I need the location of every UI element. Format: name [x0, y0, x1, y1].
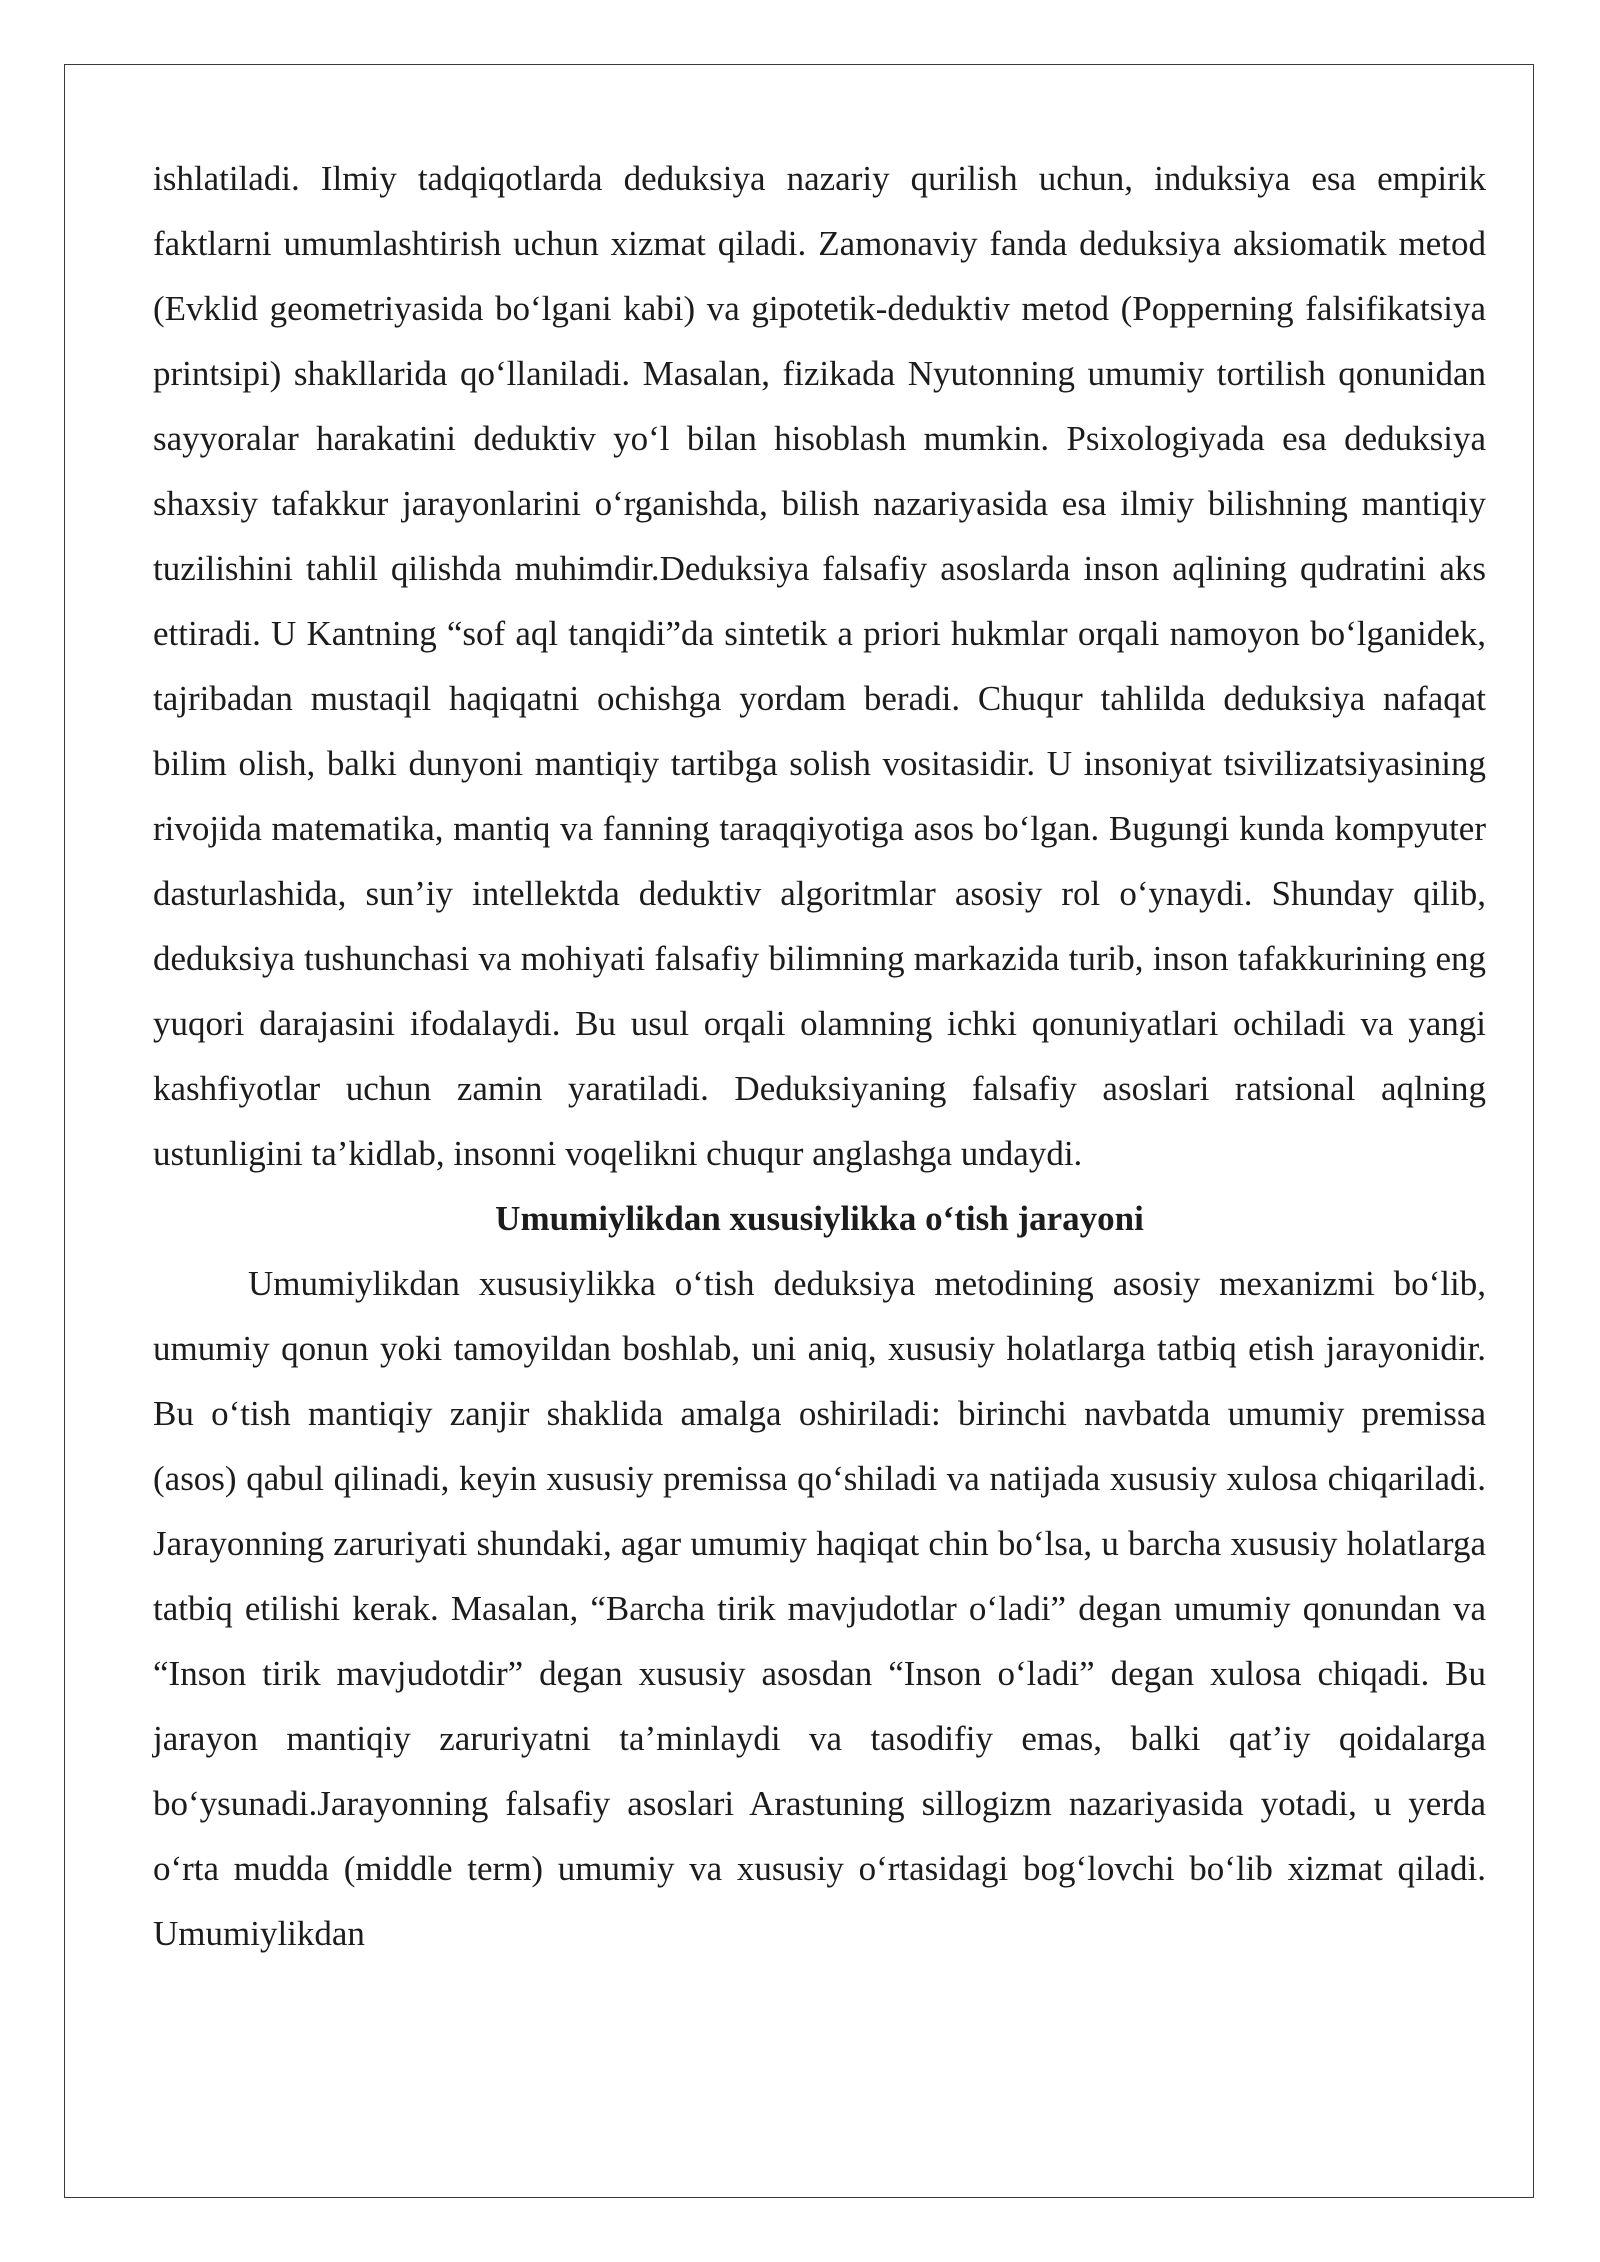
body-paragraph-2: Umumiylikdan xususiylikka o‘tish deduksiya metodining asosiy mexanizmi bo‘lib, umumiy qonun yoki tamoyildan boshlab, uni aniq, xususiy holatlarga tatbiq etish jarayonidir. Bu o‘tish mantiqiy zanjir shaklida amalga oshiriladi: birinchi navbatda umumiy premissa (asos) qabul qilinadi, keyin xususiy premissa qo‘shiladi va natijada xususiy xulosa chiqariladi. Jarayonning zaruriyati shundaki, agar umumiy haqiqat chin bo‘lsa, u barcha xususiy holatlarga tatbiq etilishi kerak. Masalan, “Barcha tirik mavjudotlar o‘ladi” degan umumiy qonundan va “Inson tirik mavjudotdir” degan xususiy asosdan “Inson o‘ladi” degan xulosa chiqadi. Bu jarayon mantiqiy zaruriyatni ta’minlaydi va tasodifiy emas, balki qat’iy qoidalarga bo‘ysunadi.Jarayonning falsafiy asoslari Arastuning sillogizm nazariyasida yotadi, u yerda o‘rta mudda (middle term) umumiy va xususiy o‘rtasidagi bog‘lovchi bo‘lib xizmat qiladi. Umumiylikdan: [153, 1264, 1486, 1953]
page-content: [153, 146, 1486, 1966]
body-paragraph-1: ishlatiladi. Ilmiy tadqiqotlarda deduksiya nazariy qurilish uchun, induksiya esa empirik faktlarni umumlashtirish uchun xizmat qiladi. Zamonaviy fanda deduksiya aksiomatik metod (Evklid geometriyasida bo‘lgani kabi) va gipotetik-deduktiv metod (Popperning falsifikatsiya printsipi) shakllarida qo‘llaniladi. Masalan, fizikada Nyutonning umumiy tortilish qonunidan sayyoralar harakatini deduktiv yo‘l bilan hisoblash mumkin. Psixologiyada esa deduksiya shaxsiy tafakkur jarayonlarini o‘rganishda, bilish nazariyasida esa ilmiy bilishning mantiqiy tuzilishini tahlil qilishda muhimdir.Deduksiya falsafiy asoslarda inson aqlining qudratini aks ettiradi. U Kantning “sof aql tanqidi”da sintetik a priori hukmlar orqali namoyon bo‘lganidek, tajribadan mustaqil haqiqatni ochishga yordam beradi. Chuqur tahlilda deduksiya nafaqat bilim olish, balki dunyoni mantiqiy tartibga solish vositasidir. U insoniyat tsivilizatsiyasining rivojida matematika, mantiq va fanning taraqqiyotiga asos bo‘lgan. Bugungi kunda kompyuter dasturlashida, sun’iy intellektda deduktiv algoritmlar asosiy rol o‘ynaydi. Shunday qilib, deduksiya tushunchasi va mohiyati falsafiy bilimning markazida turib, inson tafakkurining eng yuqori darajasini ifodalaydi. Bu usul orqali olamning ichki qonuniyatlari ochiladi va yangi kashfiyotlar uchun zamin yaratiladi. Deduksiyaning falsafiy asoslari ratsional aqlning ustunligini ta’kidlab, insonni voqelikni chuqur anglashga undaydi.: [153, 159, 1486, 1173]
section-heading: Umumiylikdan xususiylikka o‘tish jarayoni: [495, 1199, 1144, 1238]
